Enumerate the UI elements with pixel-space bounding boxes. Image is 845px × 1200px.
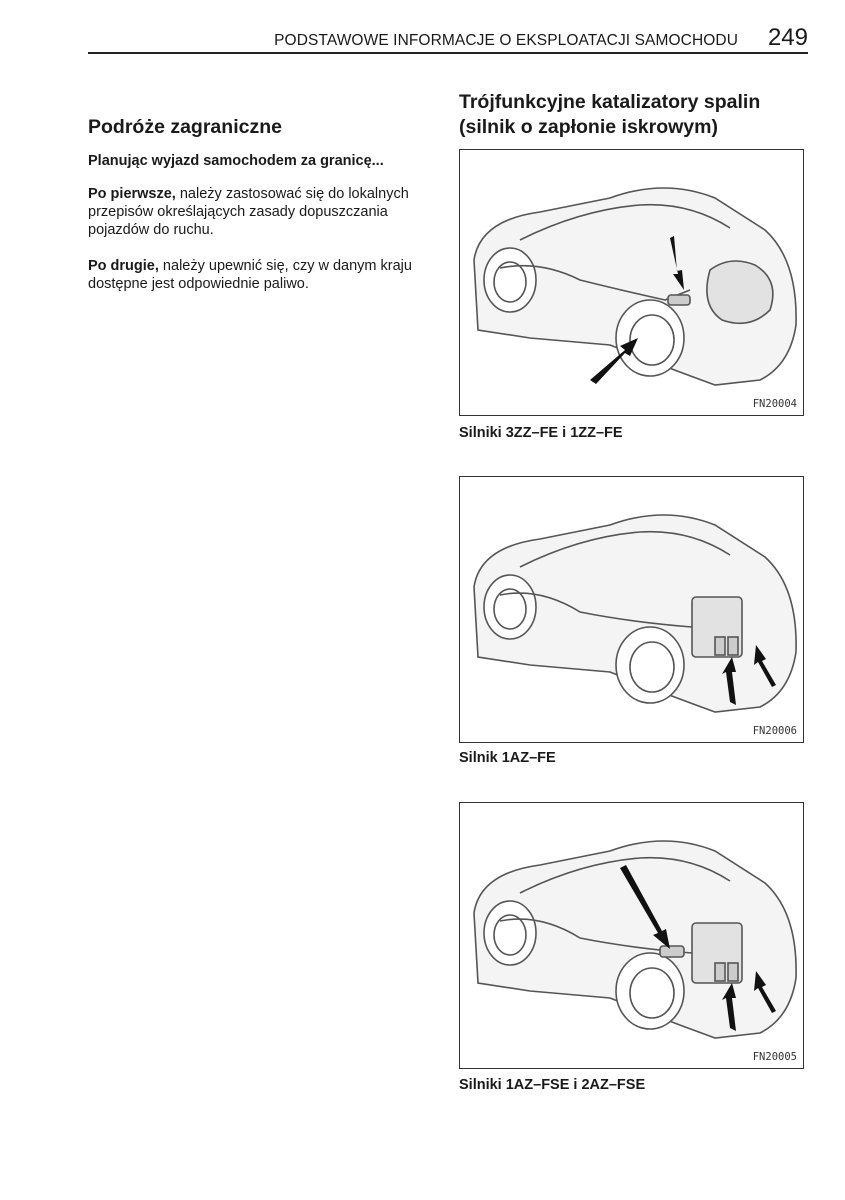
catalysts-title-line2: (silnik o zapłonie iskrowym) (459, 116, 718, 138)
figure-catalyst-1az-fe (459, 476, 804, 743)
paragraph-first-bold: Po pierwsze, (88, 186, 176, 202)
paragraph-second (88, 257, 440, 293)
car-illustration-3 (460, 803, 803, 1068)
car-illustration-1 (460, 150, 803, 415)
figure-code: FN20004 (752, 398, 797, 410)
header-title: PODSTAWOWE INFORMACJE O EKSPLOATACJI SAMOCHODU (274, 32, 738, 49)
page-header (88, 24, 808, 54)
figure-code: FN20006 (752, 725, 797, 737)
car-illustration-2 (460, 477, 803, 742)
page-number: 249 (767, 24, 808, 51)
figure-catalyst-3zz (459, 149, 804, 416)
paragraph-second-bold: Po drugie, (88, 258, 159, 274)
paragraph-first-text: należy zastosować się do lokalnych przepisów określających zasady dopuszczania pojazdów do ruchu. (88, 186, 409, 238)
section-title-travel: Podróże zagraniczne (88, 116, 282, 138)
paragraph-second-text: należy upewnić się, czy w danym kraju dostępne jest odpowiednie paliwo. (88, 258, 412, 292)
figure-code: FN20005 (752, 1051, 797, 1063)
figure-caption: Silniki 3ZZ–FE i 1ZZ–FE (459, 425, 623, 441)
paragraph-first (88, 185, 440, 239)
figure-catalyst-1az-fse (459, 802, 804, 1069)
lead-text: Planując wyjazd samochodem za granicę... (88, 153, 384, 169)
figure-caption: Silniki 1AZ–FSE i 2AZ–FSE (459, 1077, 646, 1093)
figure-caption: Silnik 1AZ–FE (459, 750, 556, 766)
catalysts-title-line1: Trójfunkcyjne katalizatory spalin (459, 91, 761, 113)
left-column (88, 116, 440, 311)
section-title-catalysts (459, 90, 829, 140)
